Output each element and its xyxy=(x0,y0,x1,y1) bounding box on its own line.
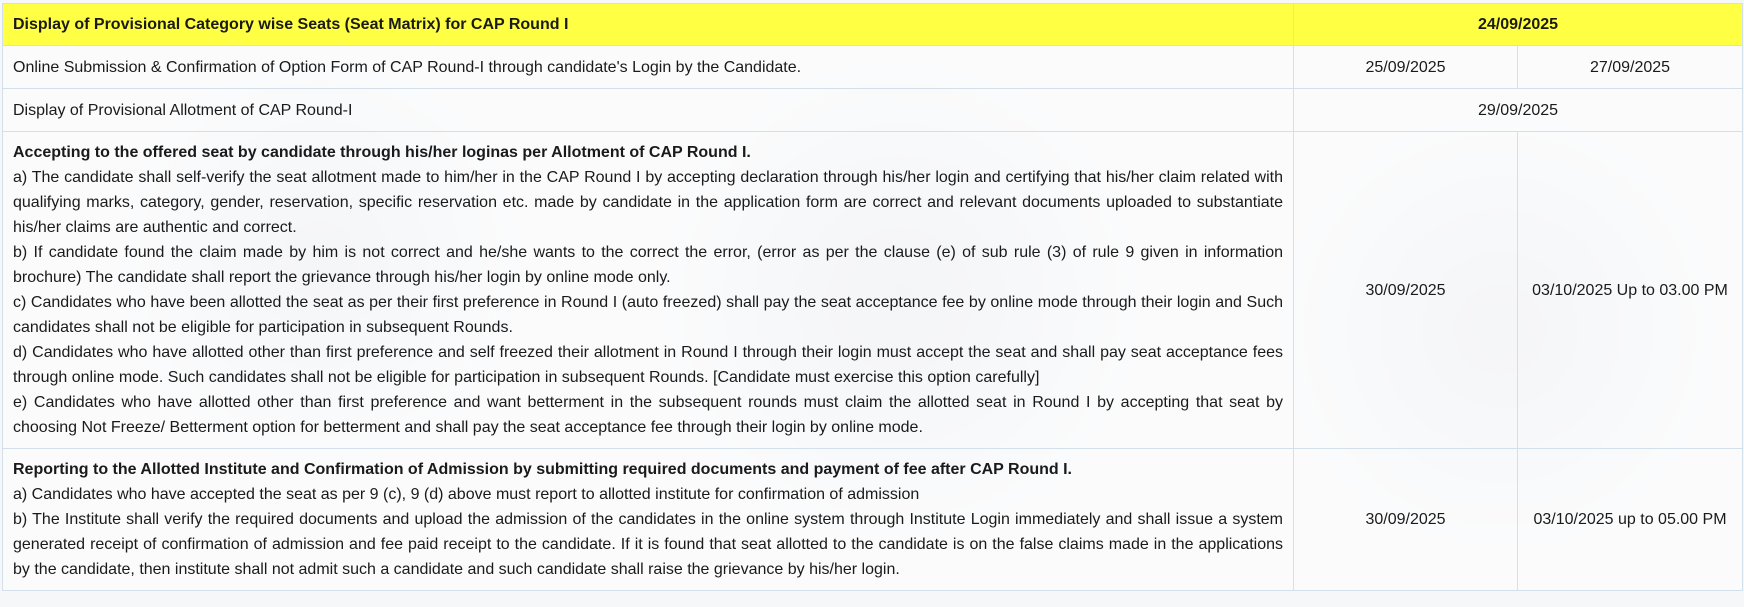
clause-e: e) Candidates who have allotted other than first preference and want betterment in the subsequent rounds must claim the allotted seat in Round I by accepting that seat by choosing Not Freeze/ Betterment option for betterment and shall pay the seat acceptance fee through their login by online mode. xyxy=(13,394,1283,436)
clause-a: a) Candidates who have accepted the seat as per 9 (c), 9 (d) above must report to allotted institute for confirmation of admission xyxy=(13,486,920,503)
clause-b: b) The Institute shall verify the required documents and upload the admission of the candidates in the online system through Institute Login immediately and shall issue a system generated receipt of confirmation of admission and fee paid receipt to the candidate. If it is found that seat allotted to the candidate is on the false claims made in the applications by the candidate, then institute shall not admit such a candidate and such candidate shall raise the grievance by his/her login. xyxy=(13,511,1283,578)
date-cell: 24/09/2025 xyxy=(1294,4,1743,46)
activity-cell: Display of Provisional Allotment of CAP Round-I xyxy=(3,89,1294,132)
start-date-cell: 25/09/2025 xyxy=(1294,46,1518,89)
activity-heading: Reporting to the Allotted Institute and Confirmation of Admission by submitting required documents and payment of fee after CAP Round I. xyxy=(13,461,1072,478)
clause-c: c) Candidates who have been allotted the seat as per their first preference in Round I (auto freezed) shall pay the seat acceptance fee by online mode through their login and Such candidates shall not be eligible for participation in subsequent Rounds. xyxy=(13,294,1283,336)
table-row-provisional-allotment xyxy=(3,89,1743,132)
clause-a: a) The candidate shall self-verify the seat allotment made to him/her in the CAP Round I by accepting declaration through his/her login and certifying that his/her claim related with qualifying marks, category, gender, reservation, specific reservation etc. made by candidate in the application form are correct and relevant documents uploaded to substantiate his/her claims are authentic and correct. xyxy=(13,169,1283,236)
table-row-seat-matrix xyxy=(3,4,1743,46)
date-cell: 29/09/2025 xyxy=(1294,89,1743,132)
start-date-cell: 30/09/2025 xyxy=(1294,449,1518,591)
end-date-cell: 03/10/2025 up to 05.00 PM xyxy=(1518,449,1743,591)
clause-b: b) If candidate found the claim made by him is not correct and he/she wants to the correct the error, (error as per the clause (e) of sub rule (3) of rule 9 given in information brochure) The candidate shall report the grievance through his/her login by online mode only. xyxy=(13,244,1283,286)
end-date-cell: 27/09/2025 xyxy=(1518,46,1743,89)
table-row-institute-reporting xyxy=(3,449,1743,591)
clause-d: d) Candidates who have allotted other than first preference and self freezed their allotment in Round I through their login must accept the seat and shall pay seat acceptance fees through online mode. Such candidates shall not be eligible for participation in subsequent Rounds. [Candidate must exercise this option carefully] xyxy=(13,344,1283,386)
end-date-cell: 03/10/2025 Up to 03.00 PM xyxy=(1518,132,1743,449)
activity-heading: Accepting to the offered seat by candidate through his/her loginas per Allotment of CAP Round I. xyxy=(13,144,751,161)
activity-cell: Online Submission & Confirmation of Option Form of CAP Round-I through candidate's Login by the Candidate. xyxy=(3,46,1294,89)
table-row-seat-acceptance xyxy=(3,132,1743,449)
activity-cell: Display of Provisional Category wise Seats (Seat Matrix) for CAP Round I xyxy=(3,4,1294,46)
cap-schedule-table xyxy=(2,3,1743,591)
activity-cell xyxy=(3,132,1294,449)
start-date-cell: 30/09/2025 xyxy=(1294,132,1518,449)
table-row-option-form xyxy=(3,46,1743,89)
activity-cell xyxy=(3,449,1294,591)
